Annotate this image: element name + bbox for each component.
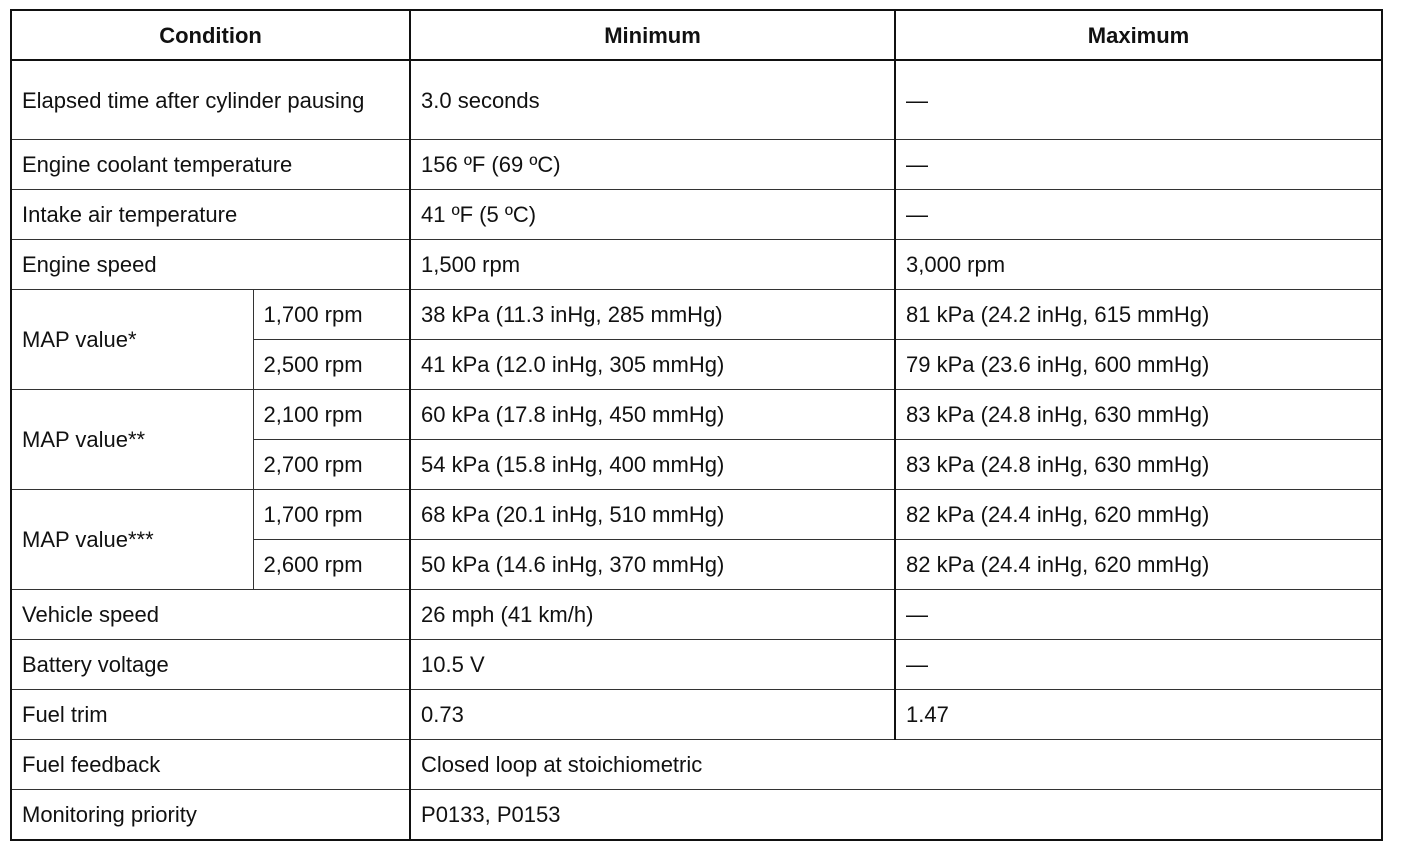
maximum-cell: 82 kPa (24.4 inHg, 620 mmHg)	[895, 540, 1382, 590]
rpm-cell: 2,500 rpm	[253, 340, 410, 390]
maximum-cell: —	[895, 140, 1382, 190]
minimum-cell: 1,500 rpm	[410, 240, 895, 290]
minimum-cell: 0.73	[410, 690, 895, 740]
condition-cell: Intake air temperature	[11, 190, 410, 240]
table-row	[11, 640, 1382, 690]
table-row	[11, 60, 1382, 140]
minimum-cell: 156 ºF (69 ºC)	[410, 140, 895, 190]
header-condition: Condition	[11, 10, 410, 60]
minimum-cell: 60 kPa (17.8 inHg, 450 mmHg)	[410, 390, 895, 440]
condition-cell: MAP value*	[11, 290, 253, 390]
minimum-cell: 26 mph (41 km/h)	[410, 590, 895, 640]
maximum-cell: —	[895, 60, 1382, 140]
table-row	[11, 390, 1382, 440]
table-row	[11, 190, 1382, 240]
minimum-cell: 54 kPa (15.8 inHg, 400 mmHg)	[410, 440, 895, 490]
condition-cell: MAP value**	[11, 390, 253, 490]
table-row	[11, 740, 1382, 790]
maximum-cell: 79 kPa (23.6 inHg, 600 mmHg)	[895, 340, 1382, 390]
table-row	[11, 240, 1382, 290]
condition-cell: Battery voltage	[11, 640, 410, 690]
table-row	[11, 790, 1382, 841]
table-row	[11, 490, 1382, 540]
maximum-cell: 83 kPa (24.8 inHg, 630 mmHg)	[895, 390, 1382, 440]
maximum-cell: 82 kPa (24.4 inHg, 620 mmHg)	[895, 490, 1382, 540]
table-row	[11, 290, 1382, 340]
maximum-cell: 81 kPa (24.2 inHg, 615 mmHg)	[895, 290, 1382, 340]
condition-cell: Monitoring priority	[11, 790, 410, 841]
header-row	[11, 10, 1382, 60]
maximum-cell: 3,000 rpm	[895, 240, 1382, 290]
condition-cell: Elapsed time after cylinder pausing	[11, 60, 410, 140]
minimum-cell: 41 ºF (5 ºC)	[410, 190, 895, 240]
minimum-cell: 50 kPa (14.6 inHg, 370 mmHg)	[410, 540, 895, 590]
minimum-cell: 38 kPa (11.3 inHg, 285 mmHg)	[410, 290, 895, 340]
maximum-cell: 1.47	[895, 690, 1382, 740]
minimum-cell: 3.0 seconds	[410, 60, 895, 140]
rpm-cell: 1,700 rpm	[253, 490, 410, 540]
table-row	[11, 690, 1382, 740]
condition-cell: Fuel trim	[11, 690, 410, 740]
condition-cell: Engine coolant temperature	[11, 140, 410, 190]
condition-cell: MAP value***	[11, 490, 253, 590]
conditions-table	[10, 9, 1383, 841]
maximum-cell: —	[895, 640, 1382, 690]
minimum-cell: 10.5 V	[410, 640, 895, 690]
maximum-cell: —	[895, 190, 1382, 240]
maximum-cell: —	[895, 590, 1382, 640]
condition-cell: Engine speed	[11, 240, 410, 290]
header-maximum: Maximum	[895, 10, 1382, 60]
rpm-cell: 2,100 rpm	[253, 390, 410, 440]
value-cell: Closed loop at stoichiometric	[410, 740, 1382, 790]
maximum-cell: 83 kPa (24.8 inHg, 630 mmHg)	[895, 440, 1382, 490]
value-cell: P0133, P0153	[410, 790, 1382, 841]
rpm-cell: 2,600 rpm	[253, 540, 410, 590]
minimum-cell: 41 kPa (12.0 inHg, 305 mmHg)	[410, 340, 895, 390]
table-row	[11, 140, 1382, 190]
rpm-cell: 2,700 rpm	[253, 440, 410, 490]
table-row	[11, 590, 1382, 640]
minimum-cell: 68 kPa (20.1 inHg, 510 mmHg)	[410, 490, 895, 540]
header-minimum: Minimum	[410, 10, 895, 60]
condition-cell: Fuel feedback	[11, 740, 410, 790]
rpm-cell: 1,700 rpm	[253, 290, 410, 340]
condition-cell: Vehicle speed	[11, 590, 410, 640]
